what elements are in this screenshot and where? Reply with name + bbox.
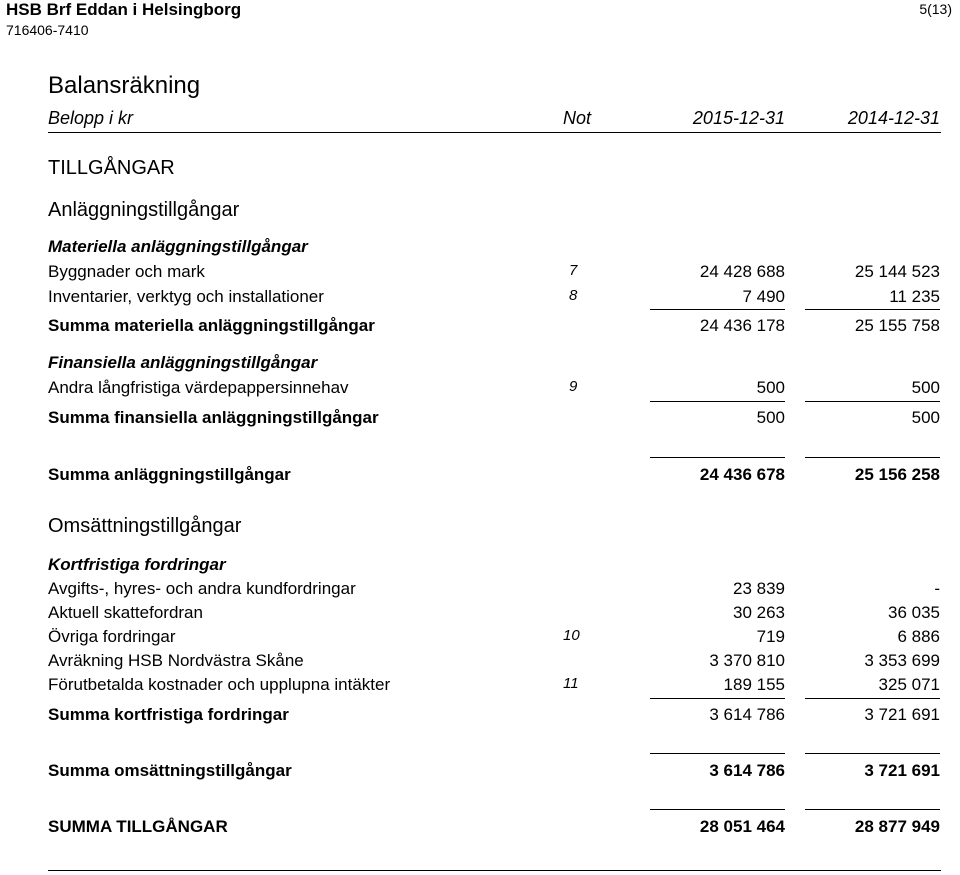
row-value-current: 3 614 786 — [709, 761, 785, 780]
row-value-current: 7 490 — [742, 287, 785, 306]
row-value-current: 30 263 — [733, 603, 785, 622]
table-row — [0, 675, 960, 699]
row-label: Aktuell skattefordran — [48, 603, 203, 622]
row-value-previous: 28 877 949 — [854, 817, 940, 836]
sum-rule — [805, 698, 940, 699]
subheading-kortfristiga — [0, 555, 960, 579]
row-label: Summa finansiella anläggningstillgångar — [48, 408, 379, 427]
sum-rule — [805, 753, 940, 754]
row-value-current: 23 839 — [733, 579, 785, 598]
row-value-previous: - — [934, 579, 940, 598]
table-row-sum — [0, 408, 960, 432]
row-label: Andra långfristiga värdepappersinnehav — [48, 378, 349, 397]
row-label: Avräkning HSB Nordvästra Skåne — [48, 651, 304, 670]
row-label: Summa omsättningstillgångar — [48, 761, 292, 780]
row-label: Inventarier, verktyg och installationer — [48, 287, 324, 306]
row-value-previous: 25 155 758 — [854, 316, 940, 335]
row-value-previous: 3 721 691 — [864, 761, 940, 780]
row-label: Avgifts-, hyres- och andra kundfordringar — [48, 579, 356, 598]
table-row — [0, 262, 960, 286]
column-heading-previous: 2014-12-31 — [847, 108, 940, 128]
org-number: 716406-7410 — [6, 22, 89, 38]
sum-rule — [650, 457, 785, 458]
header-rule — [48, 132, 941, 133]
table-row — [0, 579, 960, 603]
column-heading-note: Not — [563, 108, 592, 128]
row-value-previous: 500 — [911, 378, 940, 397]
row-value-current: 24 436 678 — [699, 465, 785, 484]
column-heading-amount: Belopp i kr — [48, 108, 134, 128]
row-value-current: 28 051 464 — [699, 817, 785, 836]
page-number: 5(13) — [919, 1, 952, 17]
row-label: Övriga fordringar — [48, 627, 176, 646]
row-value-current: 189 155 — [723, 675, 785, 694]
sum-rule — [805, 401, 940, 402]
company-name: HSB Brf Eddan i Helsingborg — [6, 0, 242, 19]
table-row — [0, 603, 960, 627]
row-label: Summa anläggningstillgångar — [48, 465, 291, 484]
row-label: Summa materiella anläggningstillgångar — [48, 316, 375, 335]
table-row — [0, 287, 960, 311]
row-note: 10 — [563, 627, 580, 644]
row-value-current: 719 — [756, 627, 785, 646]
row-value-previous: 36 035 — [888, 603, 940, 622]
sum-rule — [650, 309, 785, 310]
subheading-finansiella — [0, 353, 960, 377]
row-note: 7 — [569, 262, 578, 279]
sum-rule — [650, 401, 785, 402]
row-note: 11 — [563, 675, 579, 692]
page-title: Balansräkning — [48, 72, 201, 99]
sum-rule — [650, 809, 785, 810]
row-label: Byggnader och mark — [48, 262, 205, 281]
row-value-current: 3 614 786 — [709, 705, 785, 724]
table-row — [0, 378, 960, 402]
row-value-current: 500 — [756, 408, 785, 427]
row-value-previous: 325 071 — [878, 675, 940, 694]
row-note: 9 — [569, 378, 578, 395]
row-value-previous: 3 721 691 — [864, 705, 940, 724]
row-value-current: 3 370 810 — [709, 651, 785, 670]
sum-rule — [650, 698, 785, 699]
section-tillgangar: TILLGÅNGAR — [48, 157, 175, 179]
section-anlaggningstillgangar: Anläggningstillgångar — [48, 199, 240, 221]
table-row-total — [0, 761, 960, 785]
sum-rule — [805, 309, 940, 310]
row-label: Kortfristiga fordringar — [48, 555, 226, 574]
row-value-current: 500 — [756, 378, 785, 397]
row-value-previous: 3 353 699 — [864, 651, 940, 670]
sum-rule — [805, 809, 940, 810]
row-label: Finansiella anläggningstillgångar — [48, 353, 318, 372]
row-note: 8 — [569, 287, 578, 304]
table-row-grand-total — [0, 817, 960, 841]
sum-rule — [805, 457, 940, 458]
row-value-current: 24 428 688 — [699, 262, 785, 281]
column-heading-current: 2015-12-31 — [692, 108, 785, 128]
row-label: Förutbetalda kostnader och upplupna intäkter — [48, 675, 391, 694]
row-value-current: 24 436 178 — [699, 316, 785, 335]
subheading-materiella — [0, 237, 960, 261]
row-value-previous: 500 — [911, 408, 940, 427]
row-label: Materiella anläggningstillgångar — [48, 237, 308, 256]
table-row-total — [0, 465, 960, 489]
footer-rule — [48, 870, 941, 871]
row-label: SUMMA TILLGÅNGAR — [48, 817, 228, 836]
table-row-sum — [0, 316, 960, 340]
row-value-previous: 6 886 — [897, 627, 940, 646]
section-omsattningstillgangar: Omsättningstillgångar — [48, 515, 242, 537]
table-row — [0, 627, 960, 651]
sum-rule — [650, 753, 785, 754]
table-row — [0, 651, 960, 675]
row-value-previous: 25 144 523 — [854, 262, 940, 281]
row-value-previous: 11 235 — [889, 287, 940, 306]
row-label: Summa kortfristiga fordringar — [48, 705, 289, 724]
row-value-previous: 25 156 258 — [854, 465, 940, 484]
table-row-sum — [0, 705, 960, 729]
